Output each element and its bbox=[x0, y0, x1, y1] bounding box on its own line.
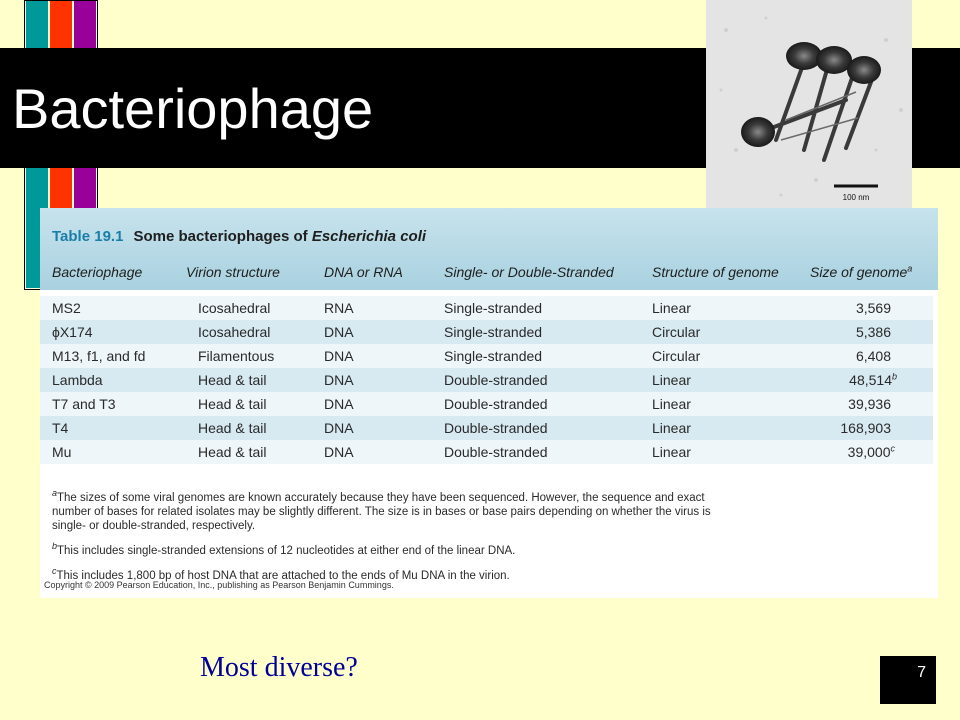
table-row bbox=[40, 440, 933, 464]
slide-question: Most diverse? bbox=[200, 652, 358, 683]
cell-structure: Head & tail bbox=[198, 444, 267, 460]
cell-strands: Double-stranded bbox=[444, 444, 548, 460]
table-row bbox=[40, 344, 933, 368]
cell-structure: Head & tail bbox=[198, 396, 267, 412]
table-row bbox=[40, 320, 933, 344]
col-header-genome-size-note: a bbox=[907, 263, 913, 274]
cell-strands: Single-stranded bbox=[444, 324, 543, 340]
cell-type: DNA bbox=[324, 444, 354, 460]
cell-name: ϕX174 bbox=[52, 324, 93, 340]
table-caption bbox=[52, 228, 426, 245]
cell-type: RNA bbox=[324, 300, 354, 316]
cell-size bbox=[856, 324, 891, 340]
micrograph-image bbox=[706, 0, 912, 208]
page-number: 7 bbox=[917, 664, 926, 681]
slide-title: Bacteriophage bbox=[12, 77, 374, 140]
col-header-bacteriophage: Bacteriophage bbox=[52, 264, 143, 280]
cell-genome: Linear bbox=[652, 420, 691, 436]
cell-size-value: 6,408 bbox=[855, 348, 891, 364]
cell-genome: Circular bbox=[652, 324, 701, 340]
cell-structure: Head & tail bbox=[198, 372, 267, 388]
table-caption-prefix: Some bacteriophages of bbox=[133, 228, 312, 245]
cell-strands: Double-stranded bbox=[444, 420, 548, 436]
cell-strands: Double-stranded bbox=[444, 396, 548, 412]
cell-name: M13, f1, and fd bbox=[52, 348, 146, 364]
col-header-genome-structure: Structure of genome bbox=[652, 264, 779, 280]
col-header-strandedness: Single- or Double-Stranded bbox=[444, 264, 614, 280]
cell-size bbox=[856, 300, 891, 316]
table-row bbox=[40, 392, 933, 416]
footnote-a-text: The sizes of some viral genomes are known accurately because they have been sequenced. However, the sequence and exact number of bases for related isolates may be slightly different. The size is in bases or base pairs depending on whether the virus is single- or double-stranded, respectively. bbox=[52, 491, 711, 532]
cell-size bbox=[848, 444, 895, 460]
footnote-b-mark: b bbox=[52, 540, 58, 551]
cell-size-value: 39,936 bbox=[848, 396, 891, 412]
cell-type: DNA bbox=[324, 372, 354, 388]
cell-strands: Double-stranded bbox=[444, 372, 548, 388]
phage-micrograph bbox=[706, 0, 912, 208]
cell-name: Lambda bbox=[52, 372, 103, 388]
cell-size-value: 3,569 bbox=[855, 300, 891, 316]
col-header-dna-or-rna: DNA or RNA bbox=[324, 264, 403, 280]
cell-size-value: 48,514 bbox=[849, 372, 892, 388]
cell-name: T7 and T3 bbox=[52, 396, 116, 412]
cell-type: DNA bbox=[324, 324, 354, 340]
cell-size-note: c bbox=[890, 443, 895, 454]
cell-genome: Linear bbox=[652, 444, 691, 460]
cell-size bbox=[849, 372, 897, 388]
table-row bbox=[40, 416, 933, 440]
cell-genome: Linear bbox=[652, 372, 691, 388]
cell-size-note: b bbox=[891, 371, 897, 382]
cell-type: DNA bbox=[324, 396, 354, 412]
table-body bbox=[40, 296, 933, 464]
cell-name: MS2 bbox=[52, 300, 81, 316]
cell-size-value: 168,903 bbox=[840, 420, 891, 436]
table-row bbox=[40, 368, 933, 392]
cell-structure: Head & tail bbox=[198, 420, 267, 436]
footnote-c-mark: c bbox=[52, 565, 57, 576]
cell-strands: Single-stranded bbox=[444, 300, 543, 316]
table-caption-organism: Escherichia coli bbox=[311, 228, 427, 245]
cell-structure: Icosahedral bbox=[198, 300, 271, 316]
footnote-c-text: This includes 1,800 bp of host DNA that are attached to the ends of Mu DNA in the virion. bbox=[56, 569, 510, 582]
footnote-b-text: This includes single-stranded extensions of 12 nucleotides at either end of the linear DNA. bbox=[57, 544, 516, 557]
cell-size-value: 5,386 bbox=[855, 324, 891, 340]
cell-size bbox=[848, 396, 891, 412]
cell-name: Mu bbox=[52, 444, 72, 460]
cell-strands: Single-stranded bbox=[444, 348, 543, 364]
footnote-a-mark: a bbox=[52, 488, 58, 498]
bacteriophage-table bbox=[40, 208, 938, 598]
table-number: Table 19.1 bbox=[52, 228, 124, 245]
page-number-box bbox=[880, 656, 936, 704]
cell-size bbox=[856, 348, 891, 364]
table-footnotes bbox=[52, 486, 742, 588]
cell-genome: Linear bbox=[652, 396, 691, 412]
cell-structure: Icosahedral bbox=[198, 324, 271, 340]
col-header-genome-size-label: Size of genome bbox=[810, 264, 908, 280]
footnote-b bbox=[52, 539, 742, 558]
table-header-band bbox=[40, 208, 938, 290]
cell-genome: Circular bbox=[652, 348, 701, 364]
cell-genome: Linear bbox=[652, 300, 691, 316]
cell-structure: Filamentous bbox=[198, 348, 275, 364]
scale-bar-label: 100 nm bbox=[842, 193, 870, 202]
copyright-notice: Copyright © 2009 Pearson Education, Inc., publishing as Pearson Benjamin Cummings. bbox=[44, 580, 394, 590]
table-row bbox=[40, 296, 933, 320]
cell-type: DNA bbox=[324, 348, 354, 364]
cell-size bbox=[840, 420, 891, 436]
col-header-virion-structure: Virion structure bbox=[186, 264, 280, 280]
cell-type: DNA bbox=[324, 420, 354, 436]
cell-size-value: 39,000 bbox=[847, 444, 891, 460]
cell-name: T4 bbox=[52, 420, 69, 436]
col-header-genome-size bbox=[810, 264, 912, 280]
footnote-a bbox=[52, 486, 742, 533]
